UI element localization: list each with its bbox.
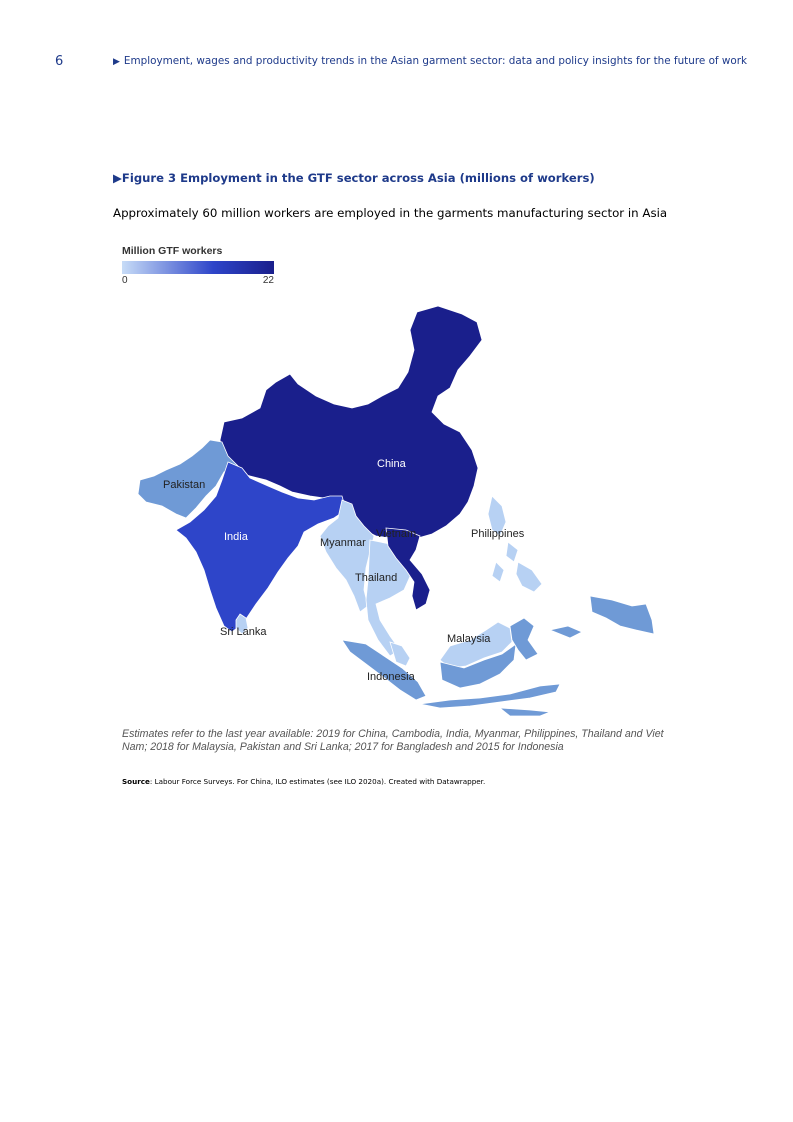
figure-subtitle: Approximately 60 million workers are employed in the garments manufacturing sector in Asia [113, 206, 668, 220]
country-label: Vietnam [376, 528, 417, 540]
source-text: : Labour Force Surveys. For China, ILO estimates (see ILO 2020a). Created with Datawrapper. [149, 777, 486, 786]
country-label: China [377, 458, 406, 470]
running-header-text: Employment, wages and productivity trends in the Asian garment sector: data and policy insights for the future of work [123, 55, 748, 67]
triangle-marker-icon: ▶ [113, 57, 120, 67]
country-label: Thailand [355, 572, 398, 584]
map-svg [120, 300, 670, 720]
figure-title-text: Figure 3 Employment in the GTF sector across Asia (millions of workers) [121, 171, 595, 185]
country-label: India [224, 531, 248, 543]
country-label: Malaysia [447, 633, 491, 645]
country-label: Philippines [471, 528, 525, 540]
country-shape [488, 496, 542, 592]
page-number: 6 [55, 54, 64, 69]
country-shape [342, 596, 654, 716]
figure-title [113, 171, 595, 185]
country-label: Myanmar [320, 537, 366, 549]
triangle-marker-icon: ▶ [113, 171, 122, 185]
source-line [122, 777, 485, 786]
source-label: Source [122, 777, 150, 786]
country-label: Sri Lanka [220, 626, 267, 638]
country-label: Indonesia [367, 671, 415, 683]
legend-title: Million GTF workers [122, 245, 223, 257]
legend-max: 22 [262, 275, 274, 286]
country-label: Pakistan [163, 479, 206, 491]
legend-ticks [122, 274, 274, 286]
color-legend [122, 245, 282, 286]
legend-gradient-bar [122, 261, 274, 274]
legend-min: 0 [122, 275, 128, 286]
choropleth-map [120, 300, 670, 720]
map-note: Estimates refer to the last year available: 2019 for China, Cambodia, India, Myanmar, Philippines, Thailand and Viet Nam; 2018 for Malaysia, Pakistan and Sri Lanka; 2017 for Bangladesh and 2015 for Indonesia [122, 728, 664, 753]
running-header [113, 55, 747, 67]
